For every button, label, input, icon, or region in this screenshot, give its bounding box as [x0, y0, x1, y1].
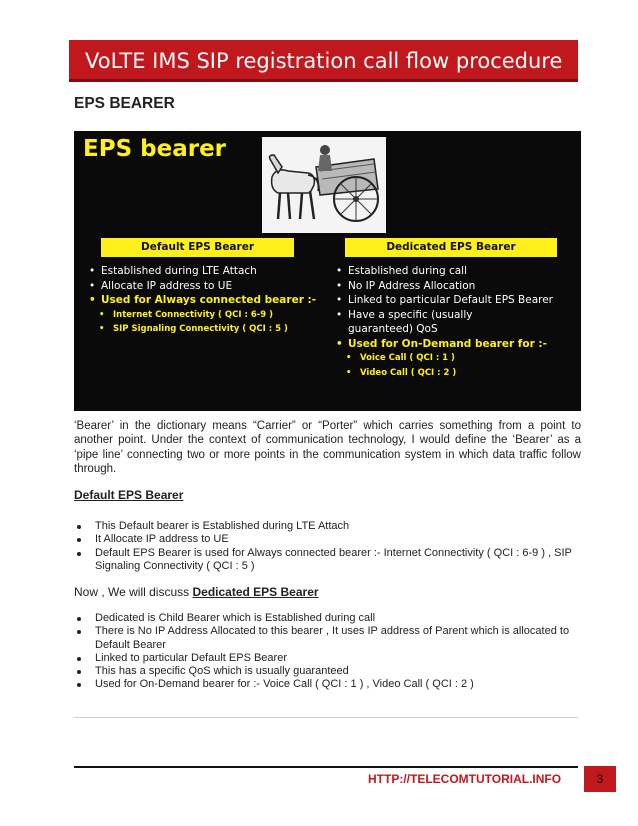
slide-list-item: • Linked to particular Default EPS Bearer: [336, 293, 576, 308]
slide-list-subitem: • Video Call ( QCI : 2 ): [340, 366, 576, 381]
list-item: There is No IP Address Allocated to this bearer , It uses IP address of Parent which is allocated to Default Bearer: [74, 625, 584, 652]
dedicated-intro-text: Now , We will discuss: [74, 585, 193, 599]
slide-list-item: • Used for Always connected bearer :-: [89, 293, 329, 308]
list-item: It Allocate IP address to UE: [74, 533, 584, 546]
list-item: Default EPS Bearer is used for Always connected bearer :- Internet Connectivity ( QCI : 6-9 ) , SIP Signaling Connectivity ( QCI : 5 ): [74, 547, 584, 574]
slide-list-subitem: • Internet Connectivity ( QCI : 6-9 ): [93, 308, 329, 323]
list-item: Linked to particular Default EPS Bearer: [74, 652, 584, 665]
default-bearer-slide-list: [89, 264, 329, 337]
horse-cart-icon: [262, 137, 386, 233]
section-heading: EPS BEARER: [74, 95, 175, 112]
dedicated-eps-bearer-box: Dedicated EPS Bearer: [345, 238, 557, 257]
slide-list-item: • Have a specific (usually guaranteed) QoS: [336, 308, 576, 337]
slide-list-item: • Established during LTE Attach: [89, 264, 329, 279]
slide-list-item: • Used for On-Demand bearer for :-: [336, 337, 576, 352]
default-bearer-bullets: [74, 520, 584, 573]
slide-title: EPS bearer: [83, 136, 227, 162]
footer-divider: [74, 766, 578, 768]
footer-website-link[interactable]: HTTP://TELECOMTUTORIAL.INFO: [368, 772, 562, 786]
document-title: VoLTE IMS SIP registration call flow procedure: [85, 49, 563, 73]
default-eps-bearer-box: Default EPS Bearer: [101, 238, 294, 257]
slide-list-item: • Established during call: [336, 264, 576, 279]
slide-list-item: • No IP Address Allocation: [336, 279, 576, 294]
dedicated-bearer-bullets: [74, 612, 584, 692]
slide-list-item: • Allocate IP address to UE: [89, 279, 329, 294]
dedicated-eps-bearer-emphasis: Dedicated EPS Bearer: [192, 585, 319, 599]
dedicated-intro-line: [74, 585, 319, 599]
default-eps-bearer-heading: Default EPS Bearer: [74, 488, 184, 502]
list-item: This Default bearer is Established during LTE Attach: [74, 520, 584, 533]
eps-bearer-slide-image: [74, 131, 581, 411]
dedicated-bearer-slide-list: [336, 264, 576, 380]
bearer-definition-paragraph: ‘Bearer’ in the dictionary means “Carrier” or “Porter” which carries something from a point to another point. Under the context of communication technology, I would define the ‘Bearer’ as a ‘pipe line’ connecting two or more points in the communication system in which data traffic follow through.: [74, 420, 581, 475]
content-divider: [74, 717, 578, 718]
list-item: This has a specific QoS which is usually guaranteed: [74, 665, 584, 678]
slide-list-subitem: • SIP Signaling Connectivity ( QCI : 5 ): [93, 322, 329, 337]
list-item: Used for On-Demand bearer for :- Voice Call ( QCI : 1 ) , Video Call ( QCI : 2 ): [74, 678, 584, 691]
list-item: Dedicated is Child Bearer which is Established during call: [74, 612, 584, 625]
page-number: 3: [584, 766, 616, 792]
slide-list-subitem: • Voice Call ( QCI : 1 ): [340, 351, 576, 366]
